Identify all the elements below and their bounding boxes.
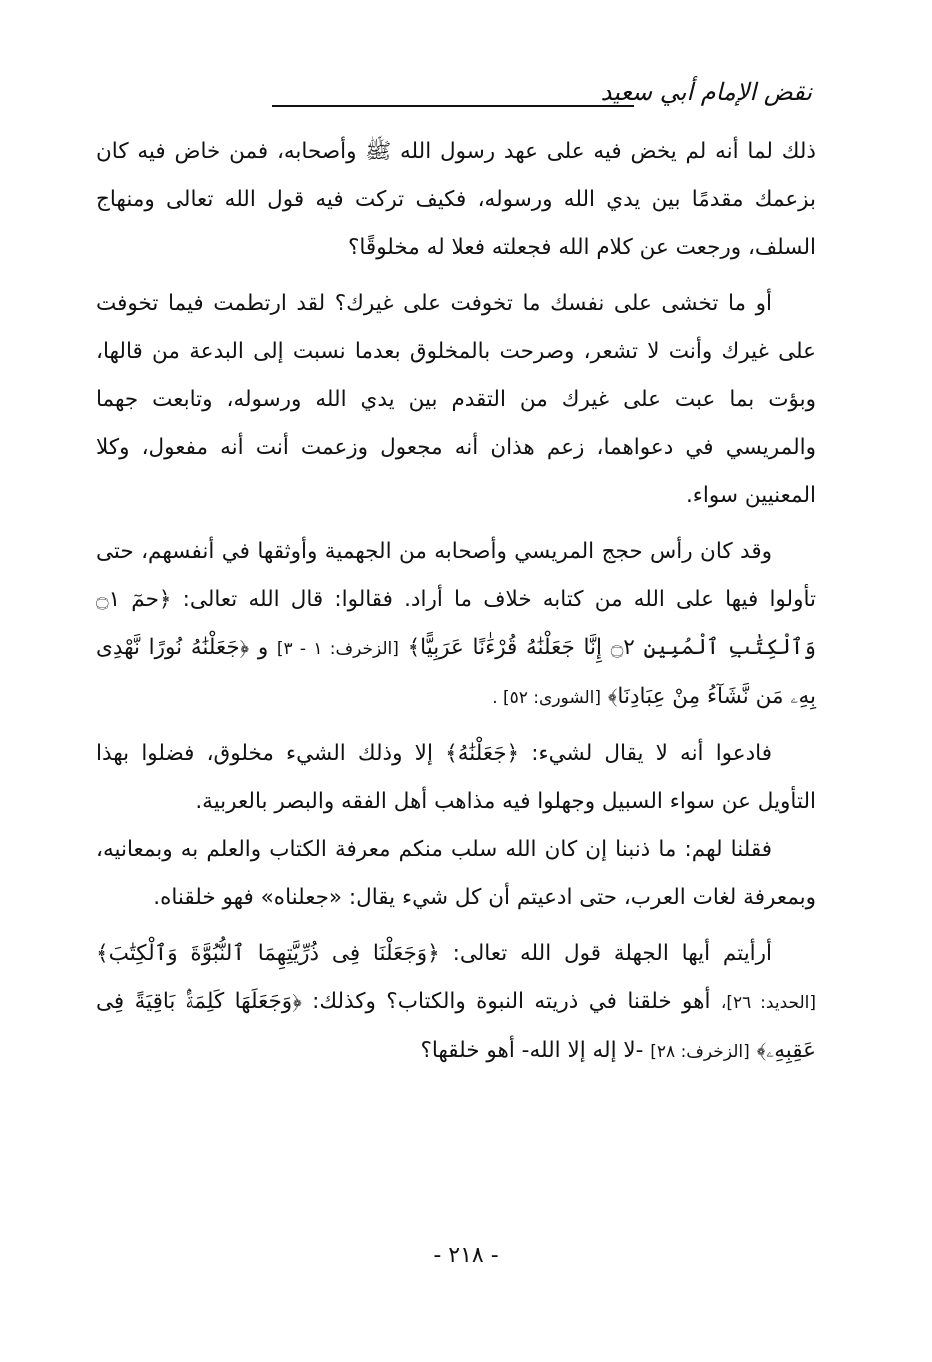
quran-verse: ﴿حمٓ ۝١ وَٱلْكِتَٰبِ ٱلْمُبِينِ ۝٢ إِنَّا جَعَلْنَٰهُ قُرْءَٰنًا عَرَبِيًّا﴾ bbox=[96, 587, 816, 660]
header-title: نقض الإمام أبي سعيد bbox=[600, 78, 812, 106]
paragraph-6-text: أهو خلقنا في ذريته النبوة والكتاب؟ وكذلك: bbox=[312, 989, 711, 1014]
quran-verse: ﴿وَجَعَلْنَا فِى ذُرِّيَّتِهِمَا ٱلنُّبُوَّةَ وَٱلْكِتَٰبَ﴾ bbox=[96, 941, 440, 966]
paragraph-1: ذلك لما أنه لم يخض فيه على عهد رسول الله ﷺ وأصحابه، فمن خاض فيه كان بزعمك مقدمًا بين يدي الله ورسوله، فكيف تركت فيه قول الله تعالى ومنهاج السلف، ورجعت عن كلام الله فجعلته فعلا له مخلوقًا؟ bbox=[96, 139, 816, 260]
paragraph-2: أو ما تخشى على نفسك ما تخوفت على غيرك؟ لقد ارتطمت فيما تخوفت على غيرك وأنت لا تشعر، وصرحت بالمخلوق بعدما نسبت إلى البدعة من قالها، وبؤت بما عبت على غيرك من التقدم بين يدي الله ورسوله، وتابعت جهما والمريسي في دعواهما، زعم هذان أنه مجعول وزعمت أنت أنه مفعول، وكلا المعنيين سواء. bbox=[96, 291, 816, 508]
paragraph-4-text: إلا وذلك الشيء مخلوق، فضلوا بهذا التأويل عن سواء السبيل وجهلوا فيه مذاهب أهل الفقه والبصر بالعربية. bbox=[96, 741, 816, 814]
paragraph-3 bbox=[96, 528, 816, 722]
paragraph-5: فقلنا لهم: ما ذنبنا إن كان الله سلب منكم معرفة الكتاب والعلم به وبمعانيه، وبمعرفة لغات العرب، حتى ادعيتم أن كل شيء يقال: «جعلناه» فهو خلقناه. bbox=[96, 837, 816, 910]
quran-verse: ﴿جَعَلْنَٰهُ﴾ bbox=[445, 741, 520, 766]
running-header bbox=[272, 78, 812, 118]
paragraph-6-text: أرأيتم أيها الجهلة قول الله تعالى: bbox=[452, 941, 773, 966]
page-number: - ٢١٨ - bbox=[433, 1243, 499, 1268]
verse-reference: [الزخرف: ٢٨] bbox=[650, 1042, 750, 1062]
paragraph-4-text: فادعوا أنه لا يقال لشيء: bbox=[531, 741, 773, 766]
body-text bbox=[96, 128, 816, 1076]
paragraph-4 bbox=[96, 730, 816, 826]
verse-reference: [الزخرف: ١ - ٣] bbox=[276, 639, 399, 659]
verse-reference: [الحديد: ٢٦]، bbox=[720, 993, 816, 1013]
quran-verse: ﴿وَجَعَلَهَا كَلِمَةًۢ بَاقِيَةً فِى عَقِبِهِۦ﴾ bbox=[96, 989, 816, 1063]
conjunction: و bbox=[257, 635, 269, 660]
header-rule bbox=[272, 105, 634, 107]
verse-reference: [الشورى: ٥٢] . bbox=[492, 688, 602, 708]
quran-verse: ﴿جَعَلْنَٰهُ نُورًا نَّهْدِى بِهِۦ مَن نَّشَآءُ مِنْ عِبَادِنَا﴾ bbox=[96, 635, 816, 709]
paragraph-3-text: وقد كان رأس حجج المريسي وأصحابه من الجهمية وأوثقها في أنفسهم، حتى تأولوا فيها على الله من كتابه خلاف ما أراد. فقالوا: قال الله تعالى: bbox=[96, 539, 816, 612]
paragraph-6-text: -لا إله إلا الله- أهو خلقها؟ bbox=[420, 1038, 644, 1063]
paragraph-6 bbox=[96, 930, 816, 1076]
